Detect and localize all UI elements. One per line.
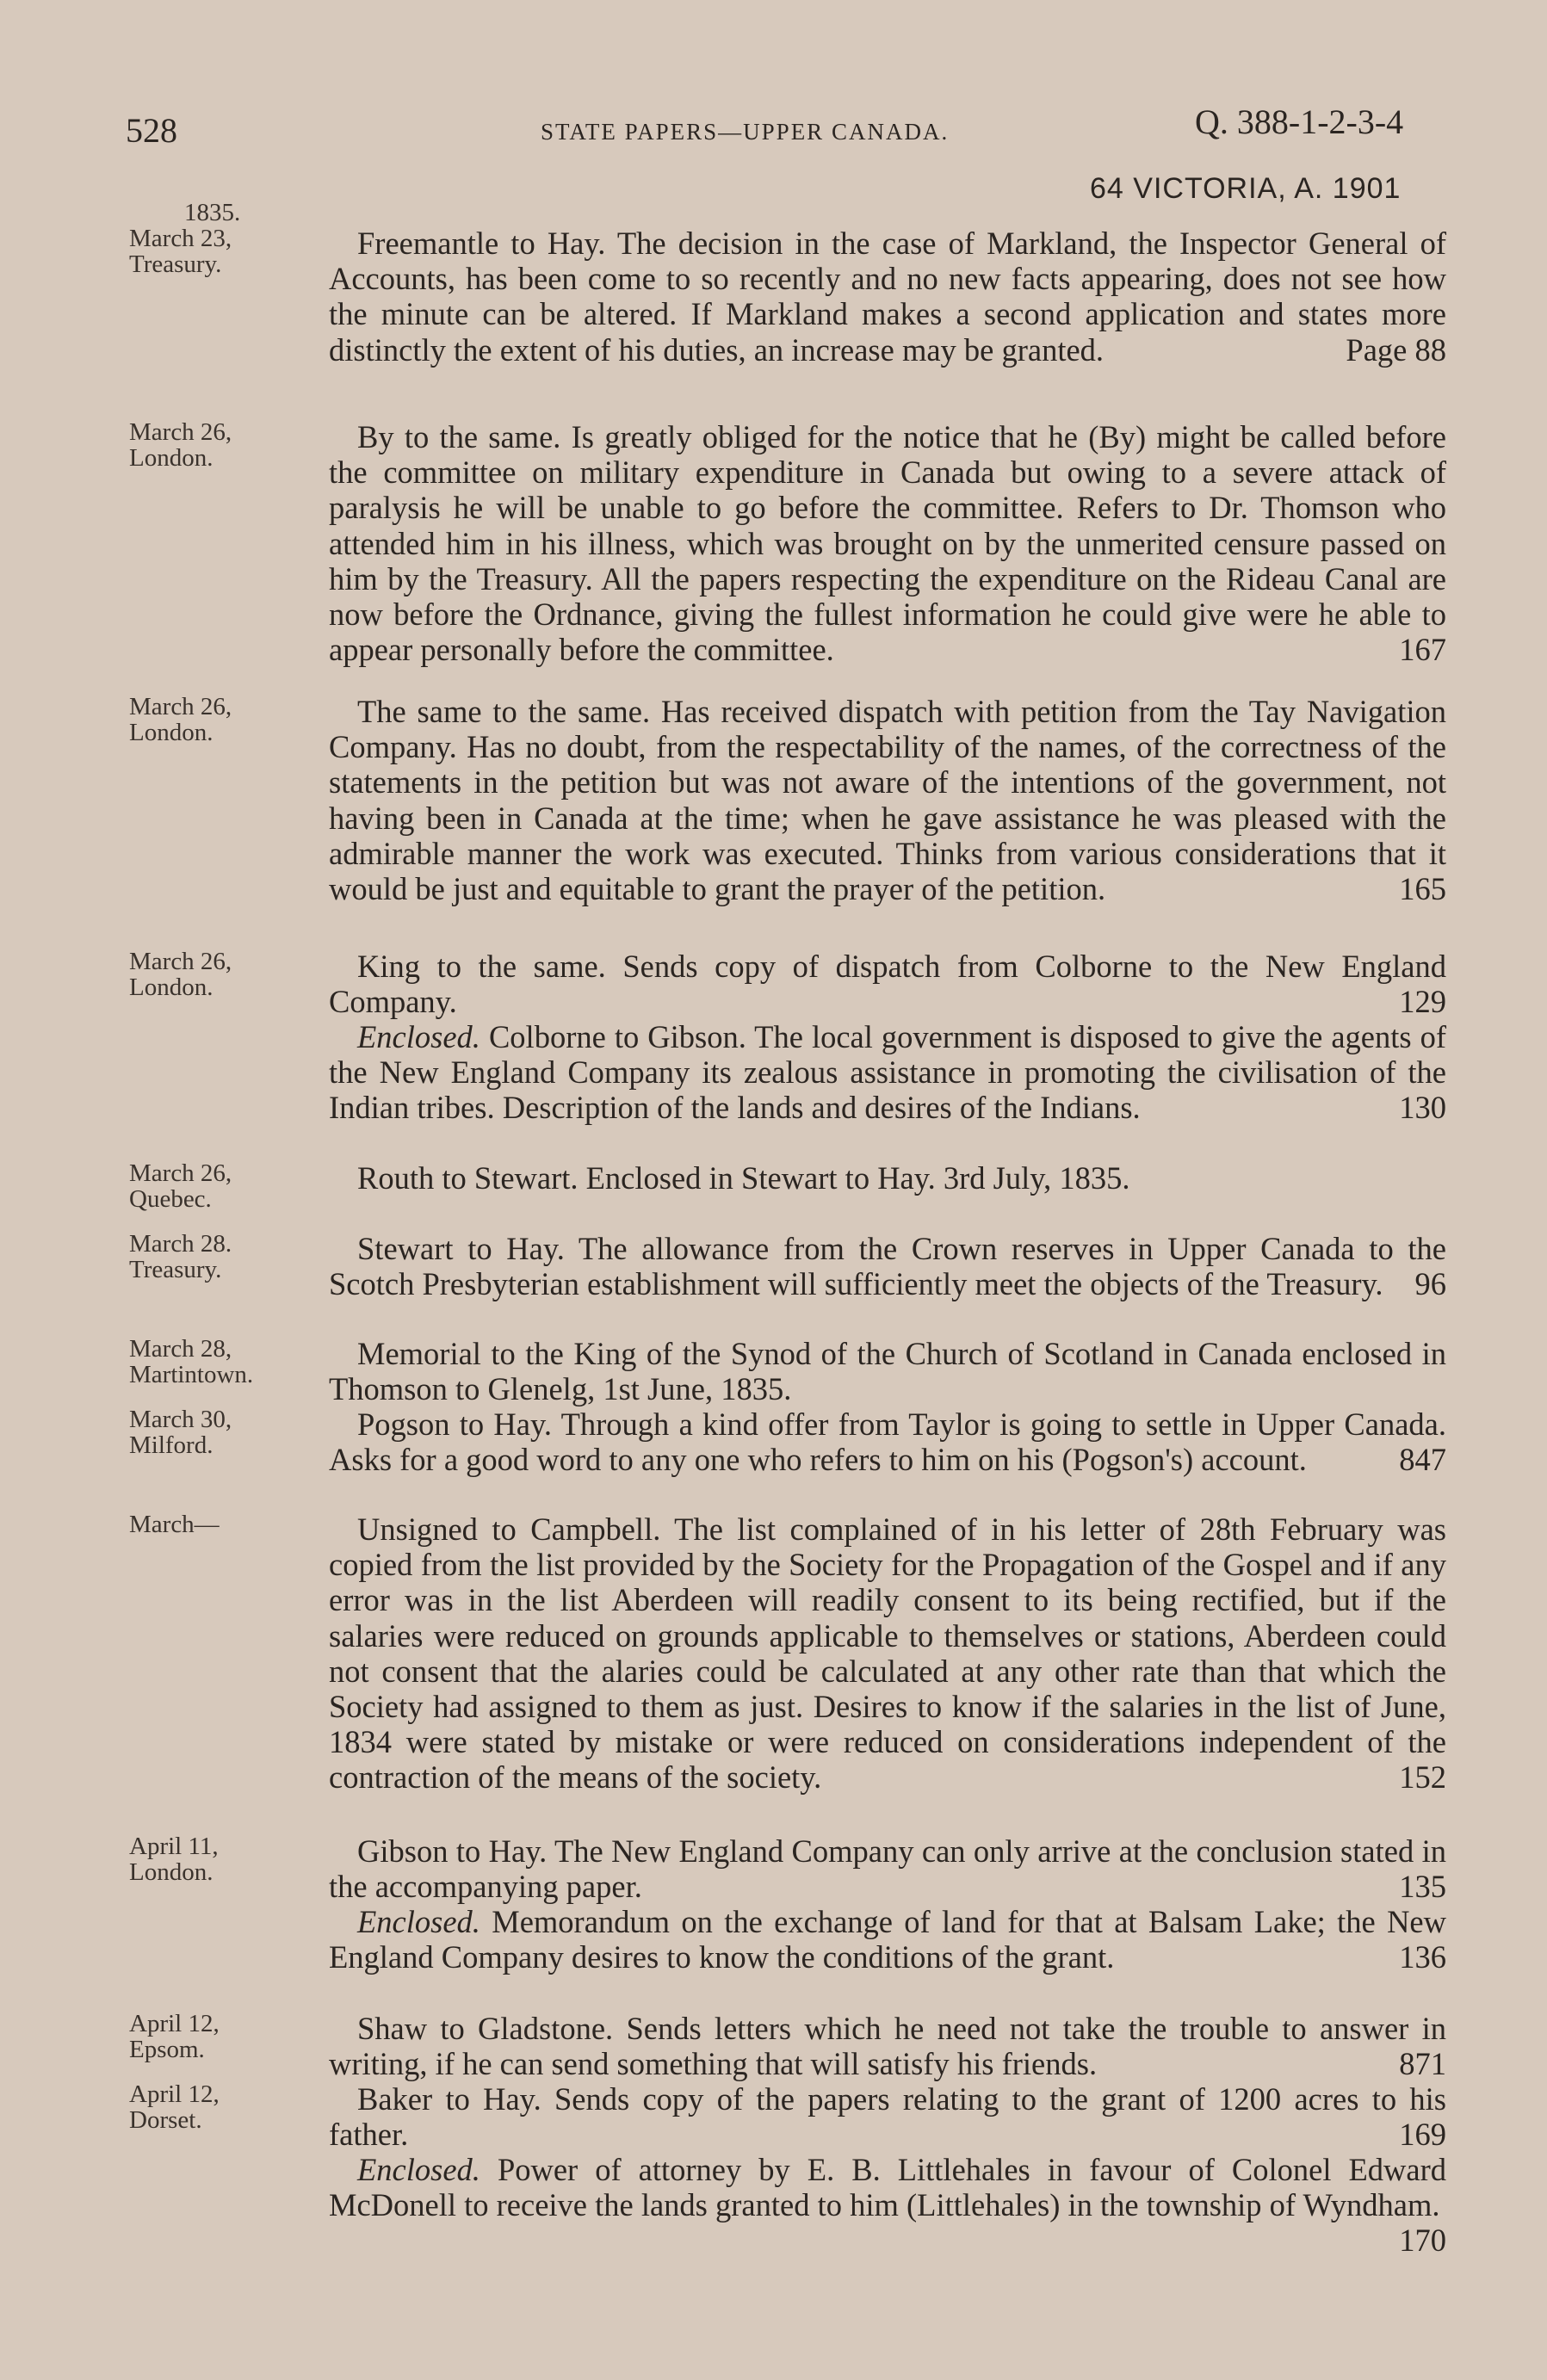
margin-place: Treasury.: [129, 1256, 222, 1283]
folio-reference: 169: [1399, 2117, 1446, 2153]
entry-text: Unsigned to Campbell. The list complained of in his letter of 28th February was copied from the list provided by the Society for the Propagation of the Gospel and if any error was in the list Aberdeen will readily consent to its being rectified, but if the salaries were reduced on grounds applicable to themselves or stations, Aberdeen could not consent that the alaries could be calculated at any other rate than that which the Society had assigned to them as just. Desires to know if the salaries in the list of June, 1834 were stated by mistake or were reduced on considerations independent of the contraction of the means of the society.: [329, 1511, 1446, 1796]
folio-reference: 871: [1399, 2046, 1446, 2082]
entry-text: By to the same. Is greatly obliged for the notice that he (By) might be called before the committee on military expenditure in Canada but owing to a severe attack of paralysis he will be unable to go before the committee. Refers to Dr. Thomson who attended him in his illness, which was brought on by the unmerited censure passed on him by the Treasury. All the papers respecting the expenditure on the Rideau Canal are now before the Ordnance, giving the fullest information he could give were he able to appear personally before the committee.: [329, 419, 1446, 668]
margin-year: 1835.: [184, 199, 241, 226]
entry-text: Freemantle to Hay. The decision in the case of Markland, the Inspector General of Accounts, has been come to so recently and no new facts appearing, does not see how the minute can be altered. If Markland makes a second application and states more distinctly the extent of his duties, an increase may be granted.: [329, 226, 1446, 368]
margin-date: March 28.: [129, 1230, 232, 1258]
entry-text-block: [329, 1406, 1446, 1477]
entry-text: The same to the same. Has received dispatch with petition from the Tay Navigation Company. Has no doubt, from the respectability of the names, of the correctness of the statements in the petition but was not aware of the intentions of the government, not having been in Canada at the time; when he gave assistance he was pleased with the admirable manner the work was executed. Thinks from various considerations that it would be just and equitable to grant the prayer of the petition.: [329, 694, 1446, 907]
folio-reference: 129: [1399, 984, 1446, 1020]
margin-date: April 11,: [129, 1833, 219, 1860]
margin-note: [129, 1336, 319, 1388]
entry-text-block: [329, 949, 1446, 1019]
entry-text-block: [329, 1336, 1446, 1406]
session-line: 64 VICTORIA, A. 1901: [1090, 172, 1402, 205]
margin-note: [129, 1160, 319, 1212]
margin-place: Milford.: [129, 1431, 213, 1459]
entry-text: Memorial to the King of the Synod of the Church of Scotland in Canada enclosed in Thomson to Glenelg, 1st June, 1835.: [329, 1336, 1446, 1407]
folio-reference: 135: [1399, 1869, 1446, 1905]
margin-note: [129, 2011, 319, 2062]
entry-text: Gibson to Hay. The New England Company can only arrive at the conclusion stated in the accompanying paper.: [329, 1833, 1446, 1905]
entry-text: Routh to Stewart. Enclosed in Stewart to Hay. 3rd July, 1835.: [357, 1160, 1130, 1196]
entry-text-block: [329, 2011, 1446, 2081]
margin-date: March 28,: [129, 1335, 232, 1363]
margin-date: March 26,: [129, 1159, 232, 1187]
folio-reference: 136: [1399, 1939, 1446, 1975]
folio-reference: 165: [1399, 871, 1446, 907]
entry-text: Power of attorney by E. B. Littlehales in favour of Colonel Edward McDonell to receive the lands granted to him (Littlehales) in the township of Wyndham.: [329, 2152, 1446, 2223]
margin-note: [129, 200, 319, 277]
entry-text: Pogson to Hay. Through a kind offer from Taylor is going to settle in Upper Canada. Asks for a good word to any one who refers to him on his (Pogson's) account.: [329, 1406, 1446, 1478]
margin-note: [129, 949, 319, 1000]
entry-text-block: [329, 419, 1446, 667]
entry-text-block: [329, 1231, 1446, 1301]
folio-reference: 130: [1399, 1090, 1446, 1126]
entry-text-block: [329, 1160, 1446, 1196]
margin-place: Dorset.: [129, 2106, 202, 2134]
page-number: 528: [126, 111, 177, 150]
margin-date: March 30,: [129, 1406, 232, 1433]
entry-text-block: [329, 2152, 1446, 2259]
running-title: STATE PAPERS—UPPER CANADA.: [541, 119, 950, 145]
margin-date: April 12,: [129, 2010, 220, 2037]
margin-place: London.: [129, 719, 213, 746]
margin-place: Treasury.: [129, 250, 222, 278]
folio-reference: 96: [1414, 1266, 1446, 1302]
entry-text-block: [329, 1833, 1446, 1904]
margin-date: March—: [129, 1511, 220, 1538]
margin-date: March 26,: [129, 693, 232, 720]
enclosed-label: Enclosed.: [357, 2152, 480, 2187]
margin-date: March 26,: [129, 948, 232, 975]
folio-reference: Page 88: [1346, 331, 1446, 368]
margin-place: London.: [129, 444, 213, 472]
margin-note: [129, 1511, 319, 1537]
margin-place: Martintown.: [129, 1361, 254, 1388]
entry-text-block: [329, 1511, 1446, 1796]
margin-place: Quebec.: [129, 1185, 212, 1213]
margin-note: [129, 1406, 319, 1458]
entry-text: Baker to Hay. Sends copy of the papers relating to the grant of 1200 acres to his father.: [329, 2081, 1446, 2153]
entry-text-block: [329, 2081, 1446, 2152]
archive-reference: Q. 388-1-2-3-4: [1195, 102, 1404, 141]
margin-note: [129, 1231, 319, 1283]
margin-note: [129, 1833, 319, 1885]
enclosed-label: Enclosed.: [357, 1904, 480, 1939]
margin-date: March 26,: [129, 418, 232, 446]
margin-place: London.: [129, 974, 213, 1001]
margin-place: Epsom.: [129, 2036, 205, 2063]
entry-text-block: [329, 1019, 1446, 1126]
margin-date: March 23,: [129, 225, 232, 252]
folio-reference: 170: [1399, 2222, 1446, 2259]
entry-text: Memorandum on the exchange of land for that at Balsam Lake; the New England Company desires to know the conditions of the grant.: [329, 1904, 1446, 1975]
entry-text: Stewart to Hay. The allowance from the Crown reserves in Upper Canada to the Scotch Presbyterian establishment will sufficiently meet the objects of the Treasury.: [329, 1231, 1446, 1302]
entry-text-block: [329, 694, 1446, 906]
folio-reference: 167: [1399, 632, 1446, 668]
entry-text-block: [329, 226, 1446, 368]
entry-text-block: [329, 1904, 1446, 1975]
margin-note: [129, 2081, 319, 2133]
enclosed-label: Enclosed.: [357, 1019, 480, 1054]
entry-text: Shaw to Gladstone. Sends letters which he need not take the trouble to answer in writing, if he can send something that will satisfy his friends.: [329, 2011, 1446, 2082]
entry-text: King to the same. Sends copy of dispatch from Colborne to the New England Company.: [329, 949, 1446, 1020]
margin-note: [129, 694, 319, 745]
margin-note: [129, 419, 319, 471]
margin-date: April 12,: [129, 2080, 220, 2108]
folio-reference: 152: [1399, 1759, 1446, 1796]
margin-place: London.: [129, 1858, 213, 1886]
folio-reference: 847: [1399, 1442, 1446, 1478]
entry-text: Colborne to Gibson. The local government is disposed to give the agents of the New England Company its zealous assistance in promoting the civilisation of the Indian tribes. Description of the lands and desires of the Indians.: [329, 1019, 1446, 1126]
